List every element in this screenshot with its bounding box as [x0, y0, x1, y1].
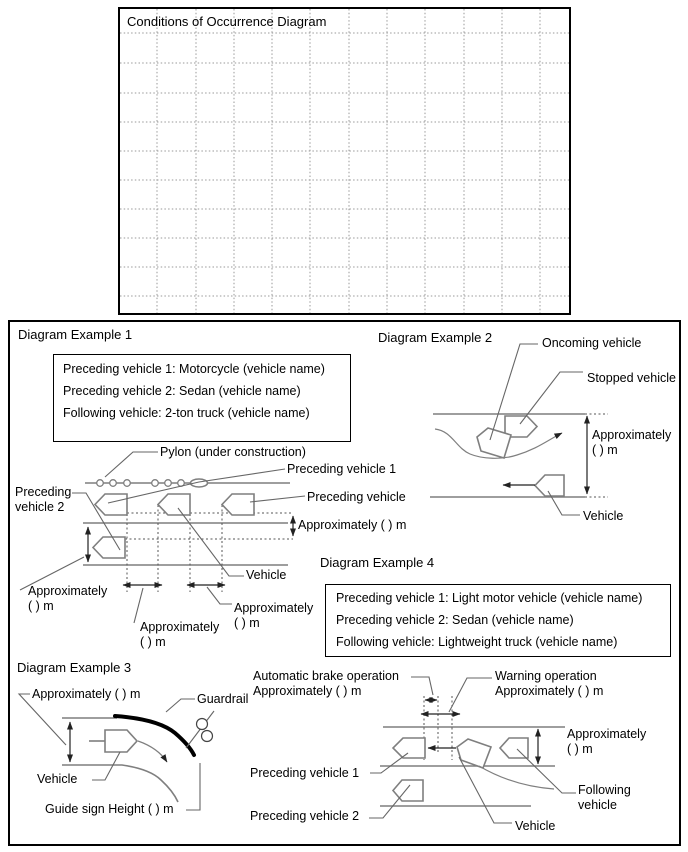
approx-distance-label: Approximately ( ) m [567, 727, 647, 756]
example1-heading: Diagram Example 1 [18, 327, 133, 342]
vehicle-label: Vehicle [37, 772, 78, 786]
grid-title: Conditions of Occurrence Diagram [127, 14, 327, 29]
approx-distance-label: Approximately ( ) m [298, 518, 407, 532]
warning-operation-label: Warning operation Approximately ( ) m [495, 669, 604, 698]
vehicle-label: Vehicle [515, 819, 556, 833]
conditions-grid-box [118, 7, 571, 315]
vehicle-label: Vehicle [583, 509, 624, 523]
approx-distance-label: Approximately ( ) m [140, 620, 220, 649]
info-line: Following vehicle: Lightweight truck (vehicle name) [336, 635, 618, 649]
vehicle-label: Vehicle [246, 568, 287, 582]
pylon-label: Pylon (under construction) [160, 445, 306, 459]
grid-lines [120, 9, 569, 313]
approx-distance-label: Approximately ( ) m [32, 687, 141, 701]
info-line: Preceding vehicle 1: Light motor vehicle (vehicle name) [336, 591, 643, 605]
info-line: Preceding vehicle 2: Sedan (vehicle name) [336, 613, 574, 627]
guide-sign-label: Guide sign Height ( ) m [45, 802, 174, 816]
following-vehicle-label: Following vehicle [578, 783, 631, 812]
approx-distance-label: Approximately ( ) m [234, 601, 314, 630]
preceding-vehicle-1-label: Preceding vehicle 1 [250, 766, 360, 780]
auto-brake-label: Automatic brake operation Approximately ( ) m [253, 669, 399, 698]
preceding-vehicle-label: Preceding vehicle [307, 490, 406, 504]
example1-info-box [53, 354, 351, 442]
example4-info-box [325, 584, 671, 657]
oncoming-vehicle-label: Oncoming vehicle [542, 336, 642, 350]
example4-heading: Diagram Example 4 [320, 555, 435, 570]
preceding-vehicle-2-label: Preceding vehicle 2 [15, 485, 72, 514]
stopped-vehicle-label: Stopped vehicle [587, 371, 676, 385]
info-line: Preceding vehicle 2: Sedan (vehicle name) [63, 384, 301, 398]
approx-distance-label: Approximately ( ) m [592, 428, 672, 457]
guardrail-label: Guardrail [197, 692, 249, 706]
info-line: Preceding vehicle 1: Motorcycle (vehicle name) [63, 362, 325, 376]
example2-heading: Diagram Example 2 [378, 330, 493, 345]
info-line: Following vehicle: 2-ton truck (vehicle name) [63, 406, 310, 420]
example3-heading: Diagram Example 3 [17, 660, 132, 675]
preceding-vehicle-2-label: Preceding vehicle 2 [250, 809, 360, 823]
approx-distance-label: Approximately ( ) m [28, 584, 108, 613]
preceding-vehicle-1-label: Preceding vehicle 1 [287, 462, 397, 476]
